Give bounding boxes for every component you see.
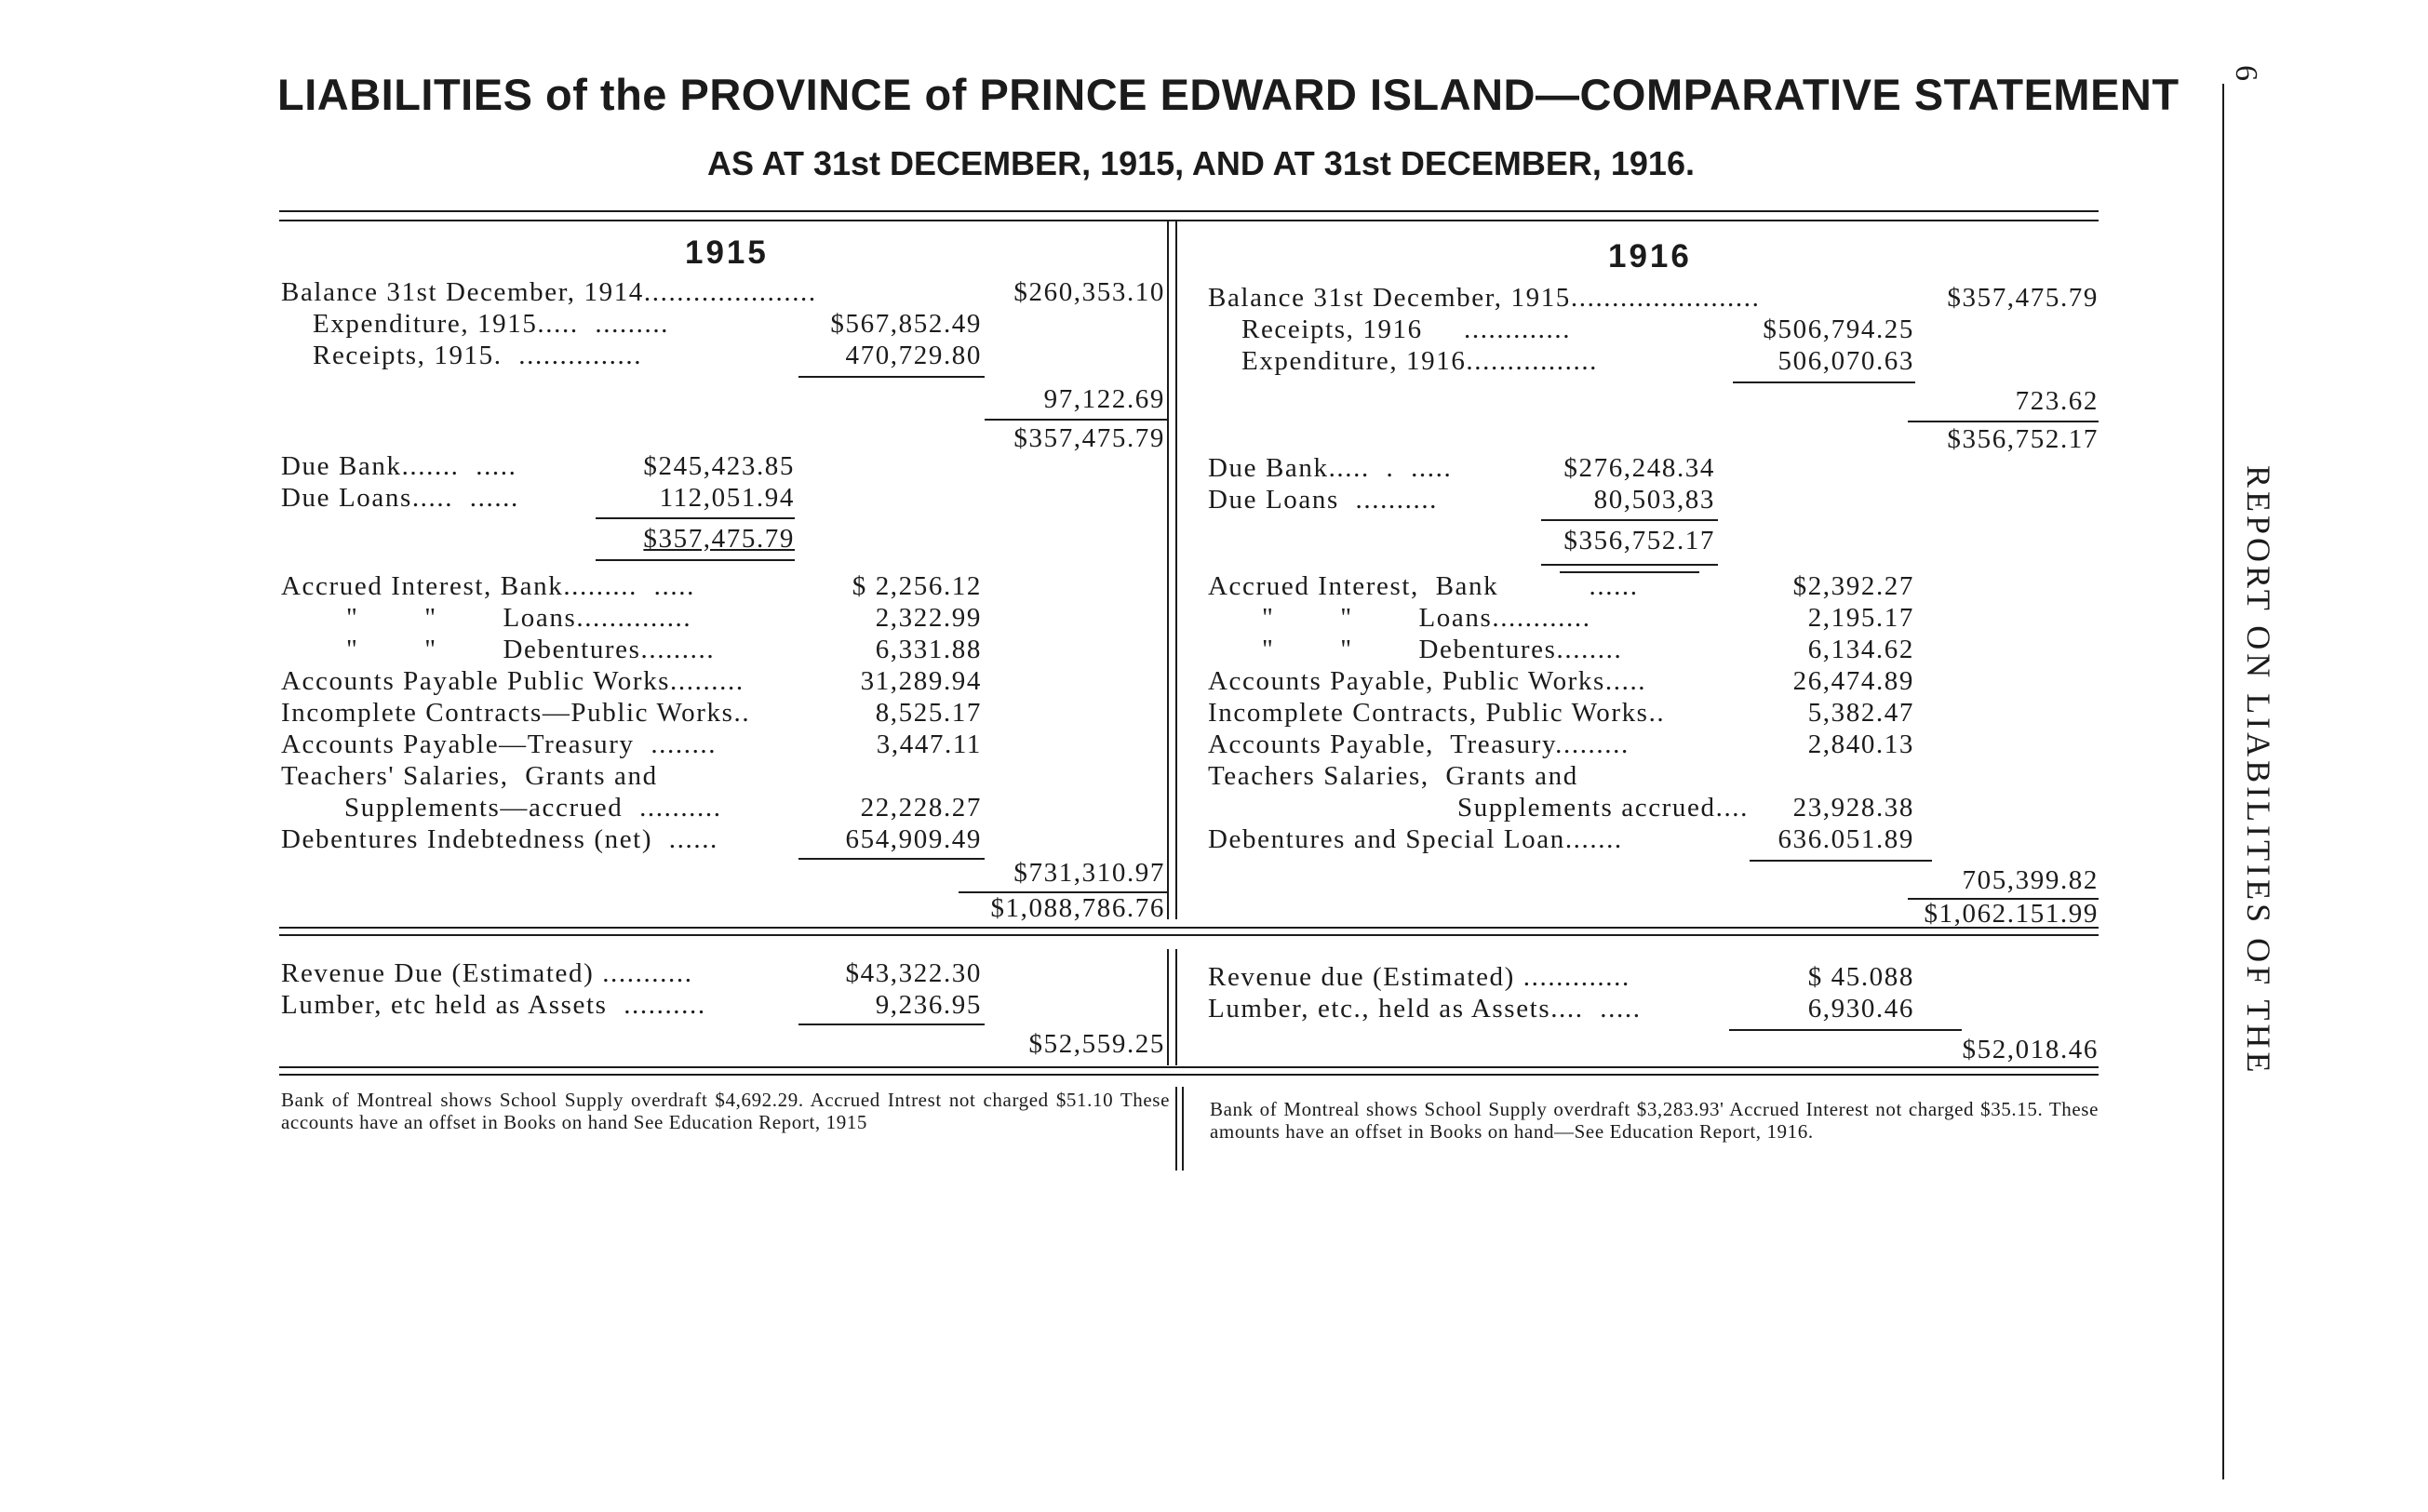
revenue-due-1916-value: $ 45.088 bbox=[1807, 962, 1914, 992]
top-rule bbox=[279, 210, 2099, 212]
teachers-salaries-1915-label: Teachers' Salaries, Grants and bbox=[281, 761, 658, 791]
accrued-debentures-1915-label: " " Debentures......... bbox=[346, 635, 716, 664]
note-1915: Bank of Montreal shows School Supply overdraft $4,692.29. Accrued Intrest not charged $51.10 These accounts have an offset in Books on hand See Education Report, 1915 bbox=[281, 1089, 1170, 1133]
due-total-1915: $357,475.79 bbox=[643, 524, 795, 554]
margin-divider bbox=[2222, 84, 2224, 1479]
ap-treasury-1915-value: 3,447.11 bbox=[876, 729, 982, 759]
ap-public-works-1915-label: Accounts Payable Public Works......... bbox=[281, 666, 744, 696]
accrued-loans-1916-label: " " Loans............ bbox=[1262, 603, 1591, 633]
sub-total-1915: $731,310.97 bbox=[1013, 858, 1165, 888]
accrued-loans-1916-value: 2,195.17 bbox=[1807, 603, 1914, 633]
underline bbox=[1541, 519, 1718, 521]
balance-1915-value: $357,475.79 bbox=[1947, 283, 2099, 313]
grand-total-1915: $1,088,786.76 bbox=[990, 893, 1165, 923]
underline bbox=[798, 376, 985, 378]
top-rule bbox=[279, 220, 2099, 221]
due-loans-1916-value: 80,503,83 bbox=[1593, 485, 1715, 515]
expenditure-1916-label: Expenditure, 1916................ bbox=[1241, 346, 1599, 376]
column-divider bbox=[1175, 221, 1177, 919]
difference-1916: 723.62 bbox=[2015, 386, 2099, 416]
year-heading-1915: 1915 bbox=[685, 234, 769, 271]
accrued-loans-1915-value: 2,322.99 bbox=[875, 603, 982, 633]
section-rule bbox=[279, 1074, 2099, 1076]
ap-treasury-1915-label: Accounts Payable—Treasury ........ bbox=[281, 729, 718, 759]
teachers-1916-value: 23,928.38 bbox=[1792, 793, 1914, 823]
teachers-1915-value: 22,228.27 bbox=[860, 793, 982, 823]
due-bank-1915-value: $245,423.85 bbox=[643, 451, 795, 481]
incomplete-contracts-1915-label: Incomplete Contracts—Public Works.. bbox=[281, 698, 751, 728]
teachers-supplements-1916-label: Supplements accrued.... bbox=[1456, 793, 1749, 823]
debentures-1916-label: Debentures and Special Loan....... bbox=[1208, 824, 1623, 854]
debentures-1915-value: 654,909.49 bbox=[845, 824, 982, 854]
expenditure-1915-value: $567,852.49 bbox=[830, 309, 982, 339]
due-bank-1916-label: Due Bank..... . ..... bbox=[1208, 453, 1453, 483]
accrued-debentures-1915-value: 6,331.88 bbox=[875, 635, 982, 664]
underline bbox=[1908, 421, 2099, 422]
ap-treasury-1916-label: Accounts Payable, Treasury......... bbox=[1208, 729, 1630, 759]
lumber-1915-label: Lumber, etc held as Assets .......... bbox=[281, 990, 706, 1020]
underline bbox=[1541, 564, 1718, 566]
column-divider bbox=[1175, 1087, 1177, 1171]
receipts-1916-value: $506,794.25 bbox=[1763, 314, 1914, 344]
balance-1914-value: $260,353.10 bbox=[1013, 277, 1165, 307]
lumber-1915-value: 9,236.95 bbox=[875, 990, 982, 1020]
revenue-due-1915-label: Revenue Due (Estimated) ........... bbox=[281, 958, 693, 988]
receipts-1915-value: 470,729.80 bbox=[845, 341, 982, 370]
section-rule bbox=[279, 1066, 2099, 1068]
receipts-1915-label: Receipts, 1915. ............... bbox=[313, 341, 643, 370]
expenditure-1916-value: 506,070.63 bbox=[1777, 346, 1914, 376]
underline bbox=[596, 517, 795, 519]
incomplete-contracts-1916-label: Incomplete Contracts, Public Works.. bbox=[1208, 698, 1666, 728]
column-divider bbox=[1175, 949, 1177, 1065]
accrued-bank-1915-value: $ 2,256.12 bbox=[852, 571, 982, 601]
page-number: 6 bbox=[2229, 65, 2263, 81]
due-bank-1915-label: Due Bank....... ..... bbox=[281, 451, 517, 481]
accrued-debentures-1916-label: " " Debentures........ bbox=[1262, 635, 1623, 664]
grand-total-1916: $1,062.151.99 bbox=[1924, 899, 2099, 929]
receipts-1916-label: Receipts, 1916 ............. bbox=[1241, 314, 1572, 344]
running-title: REPORT ON LIABILITIES OF THE bbox=[2240, 465, 2277, 1077]
section-rule bbox=[279, 927, 2099, 929]
accrued-debentures-1916-value: 6,134.62 bbox=[1807, 635, 1914, 664]
balance-total-1915: $357,475.79 bbox=[1013, 423, 1165, 453]
accrued-bank-1916-label: Accrued Interest, Bank ...... bbox=[1208, 571, 1639, 601]
underline bbox=[596, 559, 795, 561]
revenue-due-1915-value: $43,322.30 bbox=[845, 958, 982, 988]
accrued-bank-1915-label: Accrued Interest, Bank......... ..... bbox=[281, 571, 695, 601]
incomplete-contracts-1915-value: 8,525.17 bbox=[875, 698, 982, 728]
incomplete-contracts-1916-value: 5,382.47 bbox=[1807, 698, 1914, 728]
ap-public-works-1916-value: 26,474.89 bbox=[1792, 666, 1914, 696]
underline bbox=[798, 858, 985, 860]
underline bbox=[1750, 860, 1932, 862]
expenditure-1915-label: Expenditure, 1915..... ......... bbox=[313, 309, 670, 339]
balance-1915-label: Balance 31st December, 1915....................... bbox=[1208, 283, 1761, 313]
section-rule bbox=[279, 934, 2099, 936]
accrued-loans-1915-label: " " Loans.............. bbox=[346, 603, 692, 633]
debentures-1916-value: 636.051.89 bbox=[1777, 824, 1914, 854]
year-heading-1916: 1916 bbox=[1608, 238, 1692, 274]
sub-total-1916: 705,399.82 bbox=[1962, 865, 2099, 895]
debentures-1915-label: Debentures Indebtedness (net) ...... bbox=[281, 824, 718, 854]
ap-public-works-1916-label: Accounts Payable, Public Works..... bbox=[1208, 666, 1647, 696]
column-divider bbox=[1167, 221, 1169, 919]
difference-1915: 97,122.69 bbox=[1043, 384, 1165, 414]
assets-total-1916: $52,018.46 bbox=[1962, 1035, 2099, 1064]
page-subtitle: AS AT 31st DECEMBER, 1915, AND AT 31st DECEMBER, 1916. bbox=[707, 144, 1695, 182]
due-bank-1916-value: $276,248.34 bbox=[1563, 453, 1715, 483]
due-loans-1915-label: Due Loans..... ...... bbox=[281, 483, 519, 513]
balance-1914-label: Balance 31st December, 1914..................... bbox=[281, 277, 817, 307]
underline bbox=[1733, 381, 1915, 383]
revenue-due-1916-label: Revenue due (Estimated) ............. bbox=[1208, 962, 1630, 992]
due-loans-1915-value: 112,051.94 bbox=[659, 483, 795, 513]
teachers-salaries-1916-label: Teachers Salaries, Grants and bbox=[1208, 761, 1578, 791]
due-total-1916: $356,752.17 bbox=[1563, 526, 1715, 555]
page-title: LIABILITIES of the PROVINCE of PRINCE EDWARD ISLAND—COMPARATIVE STATEMENT bbox=[277, 70, 2180, 119]
underline bbox=[1729, 1029, 1962, 1031]
balance-total-1916: $356,752.17 bbox=[1947, 424, 2099, 454]
underline bbox=[798, 1024, 985, 1025]
ap-public-works-1915-value: 31,289.94 bbox=[860, 666, 982, 696]
column-divider bbox=[1182, 1087, 1184, 1171]
underline bbox=[985, 419, 1167, 421]
lumber-1916-label: Lumber, etc., held as Assets.... ..... bbox=[1208, 994, 1642, 1024]
accrued-bank-1916-value: $2,392.27 bbox=[1792, 571, 1914, 601]
column-divider bbox=[1167, 949, 1169, 1065]
note-1916: Bank of Montreal shows School Supply overdraft $3,283.93' Accrued Interest not charged $35.15. These amounts have an offset in Books on hand—See Education Report, 1916. bbox=[1210, 1098, 2099, 1143]
assets-total-1915: $52,559.25 bbox=[1028, 1029, 1165, 1059]
due-loans-1916-label: Due Loans .......... bbox=[1208, 485, 1439, 515]
ap-treasury-1916-value: 2,840.13 bbox=[1807, 729, 1914, 759]
teachers-supplements-1915-label: Supplements—accrued .......... bbox=[344, 793, 722, 823]
lumber-1916-value: 6,930.46 bbox=[1807, 994, 1914, 1024]
